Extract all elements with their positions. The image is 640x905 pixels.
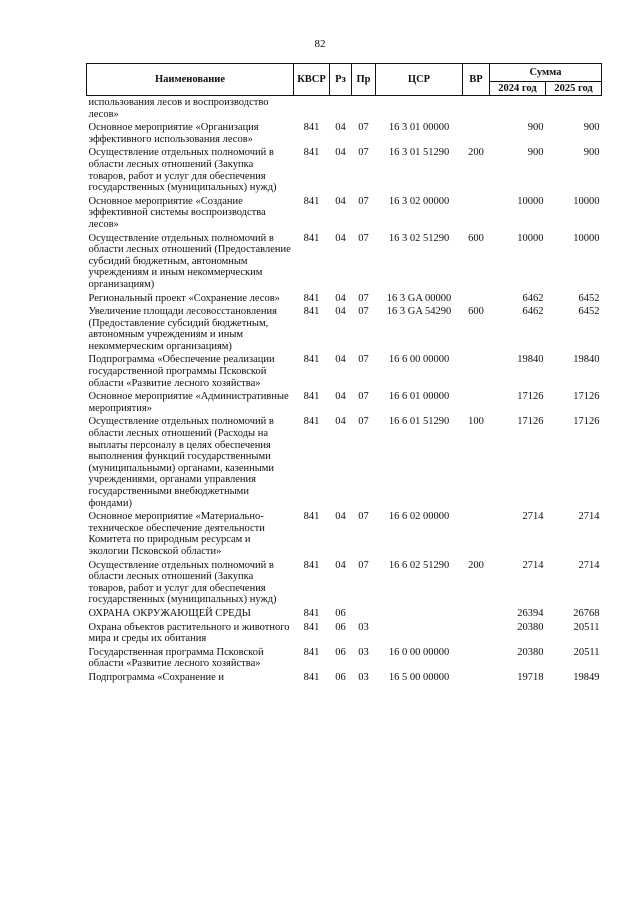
row-sum-2024: 19840 [517,354,544,366]
row-rz: 04 [335,195,346,207]
row-pr: 03 [358,621,369,633]
page-number: 82 [314,38,326,50]
row-rz: 04 [335,391,346,403]
row-rz [330,96,352,122]
row-name: Основное мероприятие «Материально-техническое обеспечение деятельности Комитета по природным ресурсам и экологии Псковской области» [88,511,265,557]
row-sum-2024: 20380 [517,621,544,633]
row-pr: 07 [358,122,369,134]
row-kvsr: 841 [303,416,320,428]
row-vr: 600 [468,306,484,318]
row-csr: 16 6 00 00000 [388,354,450,366]
row-rz: 04 [335,559,346,571]
row-name: Подпрограмма «Сохранение и [88,671,225,683]
table-row [87,305,602,353]
row-vr [463,96,490,122]
row-rz: 04 [335,122,346,134]
row-sum-2024: 26394 [517,607,544,619]
row-sum-2025: 17126 [573,391,600,403]
row-name: Осуществление отдельных полномочий в области лесных отношений (Закупка товаров, работ и услуг для обеспечения государственных (муниципальных) нужд) [88,559,277,606]
row-vr [463,646,490,671]
row-sum-2025: 20511 [573,646,600,658]
table-row [87,671,602,685]
row-name: ОХРАНА ОКРУЖАЮЩЕЙ СРЕДЫ [88,607,251,619]
row-rz: 06 [335,621,346,633]
row-kvsr: 841 [303,354,320,366]
table-row [87,390,602,415]
header-name: Наименование [87,64,294,96]
row-vr [463,671,490,685]
row-vr [463,292,490,306]
row-sum-2025: 2714 [578,511,600,523]
row-kvsr: 841 [303,306,320,318]
row-sum-2025: 10000 [573,232,600,244]
row-pr: 07 [358,416,369,428]
row-name: Государственная программа Псковской области «Развитие лесного хозяйства» [88,646,264,670]
row-sum-2024: 10000 [517,195,544,207]
row-vr [463,353,490,390]
row-sum-2025: 10000 [573,195,600,207]
row-kvsr: 841 [303,511,320,523]
row-rz: 04 [335,147,346,159]
table-row [87,292,602,306]
row-sum-2025: 26768 [573,607,600,619]
table-row [87,121,602,146]
row-pr [352,607,376,621]
row-sum-2025: 6452 [578,306,600,318]
row-vr [463,195,490,232]
row-vr [463,621,490,646]
row-csr: 16 3 GA 00000 [386,292,452,304]
header-vr: ВР [463,64,490,96]
row-pr: 07 [358,511,369,523]
row-vr: 200 [468,147,484,159]
table-row [87,195,602,232]
row-pr: 07 [358,559,369,571]
row-name: Увеличение площади лесовосстановления (Предоставление субсидий бюджетным, автономным учреждениям и иным некоммерческим организациям) [88,306,277,352]
header-year-2024: 2024 год [490,82,546,96]
row-csr: 16 6 02 51290 [388,559,450,571]
row-rz: 06 [335,646,346,658]
header-rz: Рз [330,64,352,96]
row-sum-2024: 17126 [517,416,544,428]
row-sum-2025: 19840 [573,354,600,366]
row-kvsr: 841 [303,391,320,403]
row-rz: 04 [335,511,346,523]
row-rz: 04 [335,292,346,304]
row-sum-2025: 900 [583,122,600,134]
row-kvsr [294,96,330,122]
header-year-2025: 2025 год [546,82,602,96]
row-name: использования лесов и воспроизводство лесов» [88,97,269,120]
row-sum-2025: 17126 [573,416,600,428]
table-row [87,415,602,510]
row-vr [463,390,490,415]
row-name: Осуществление отдельных полномочий в области лесных отношений (Расходы на выплаты персоналу в целях обеспечения выполнения функций государственными (муниципальными) органами, казенными учреждениями, органами управления государственными внебюджетными фондами) [88,416,275,509]
row-csr: 16 5 00 00000 [388,671,450,683]
row-sum-2024: 900 [527,122,544,134]
row-vr [463,607,490,621]
row-sum-2024: 6462 [522,306,544,318]
row-name: Охрана объектов растительного и животного мира и среды их обитания [88,621,290,645]
table-row [87,232,602,292]
row-rz: 04 [335,354,346,366]
row-pr: 07 [358,147,369,159]
table-row [87,146,602,194]
row-sum-2024: 20380 [517,646,544,658]
table-row [87,607,602,621]
row-sum-2025 [546,96,602,122]
row-sum-2025: 20511 [573,621,600,633]
row-pr: 07 [358,292,369,304]
row-pr [352,96,376,122]
row-pr: 07 [358,391,369,403]
row-kvsr: 841 [303,621,320,633]
row-vr [463,510,490,558]
row-kvsr: 841 [303,147,320,159]
row-csr: 16 3 GA 54290 [386,306,452,318]
row-sum-2025: 2714 [578,559,600,571]
row-csr [376,621,463,646]
table-row [87,646,602,671]
row-pr: 07 [358,195,369,207]
row-pr: 07 [358,232,369,244]
row-csr: 16 6 01 00000 [388,391,450,403]
row-sum-2024: 900 [527,147,544,159]
row-kvsr: 841 [303,232,320,244]
row-name: Осуществление отдельных полномочий в области лесных отношений (Предоставление субсидий бюджетным, автономным учреждениям и иным некоммерческим организациям) [88,232,291,290]
table-row [87,559,602,607]
row-rz: 04 [335,232,346,244]
row-kvsr: 841 [303,671,320,683]
table-row [87,510,602,558]
row-rz: 06 [335,671,346,683]
row-pr: 07 [358,354,369,366]
row-csr [376,96,463,122]
row-pr: 07 [358,306,369,318]
row-pr: 03 [358,646,369,658]
row-vr: 600 [468,232,484,244]
table-row [87,621,602,646]
row-rz: 04 [335,306,346,318]
header-kvsr: КВСР [294,64,330,96]
row-sum-2024 [490,96,546,122]
row-kvsr: 841 [303,607,320,619]
row-csr: 16 3 01 00000 [388,122,450,134]
row-sum-2025: 6452 [578,292,600,304]
row-kvsr: 841 [303,646,320,658]
table-row [87,96,602,122]
header-csr: ЦСР [376,64,463,96]
row-kvsr: 841 [303,559,320,571]
row-sum-2025: 900 [583,147,600,159]
row-csr: 16 3 01 51290 [388,147,450,159]
row-rz: 04 [335,416,346,428]
header-sum: Сумма [490,64,602,82]
row-csr: 16 0 00 00000 [388,646,450,658]
row-csr: 16 6 02 00000 [388,511,450,523]
row-kvsr: 841 [303,292,320,304]
row-name: Основное мероприятие «Организация эффективного использования лесов» [88,122,259,145]
row-kvsr: 841 [303,122,320,134]
row-csr: 16 6 01 51290 [388,416,450,428]
row-name: Региональный проект «Сохранение лесов» [88,292,280,304]
row-name: Осуществление отдельных полномочий в области лесных отношений (Закупка товаров, работ и услуг для обеспечения государственных (муниципальных) нужд) [88,147,277,194]
row-sum-2024: 19718 [517,671,544,683]
row-name: Основное мероприятие «Административные мероприятия» [88,391,289,414]
row-sum-2024: 6462 [522,292,544,304]
row-rz: 06 [335,607,346,619]
row-vr: 200 [468,559,484,571]
table-header [87,64,602,96]
row-pr: 03 [358,671,369,683]
row-csr: 16 3 02 51290 [388,232,450,244]
header-pr: Пр [352,64,376,96]
row-csr [376,607,463,621]
table-body [87,96,602,685]
row-csr: 16 3 02 00000 [388,195,450,207]
row-name: Подпрограмма «Обеспечение реализации государственной программы Псковской области «Развитие лесного хозяйства» [88,354,275,389]
budget-table [86,63,602,685]
row-sum-2025: 19849 [573,671,600,683]
row-sum-2024: 10000 [517,232,544,244]
table-row [87,353,602,390]
row-sum-2024: 2714 [522,559,544,571]
row-sum-2024: 17126 [517,391,544,403]
row-vr [463,121,490,146]
row-name: Основное мероприятие «Создание эффективной системы воспроизводства лесов» [88,195,266,230]
row-sum-2024: 2714 [522,511,544,523]
row-vr: 100 [468,416,484,428]
row-kvsr: 841 [303,195,320,207]
